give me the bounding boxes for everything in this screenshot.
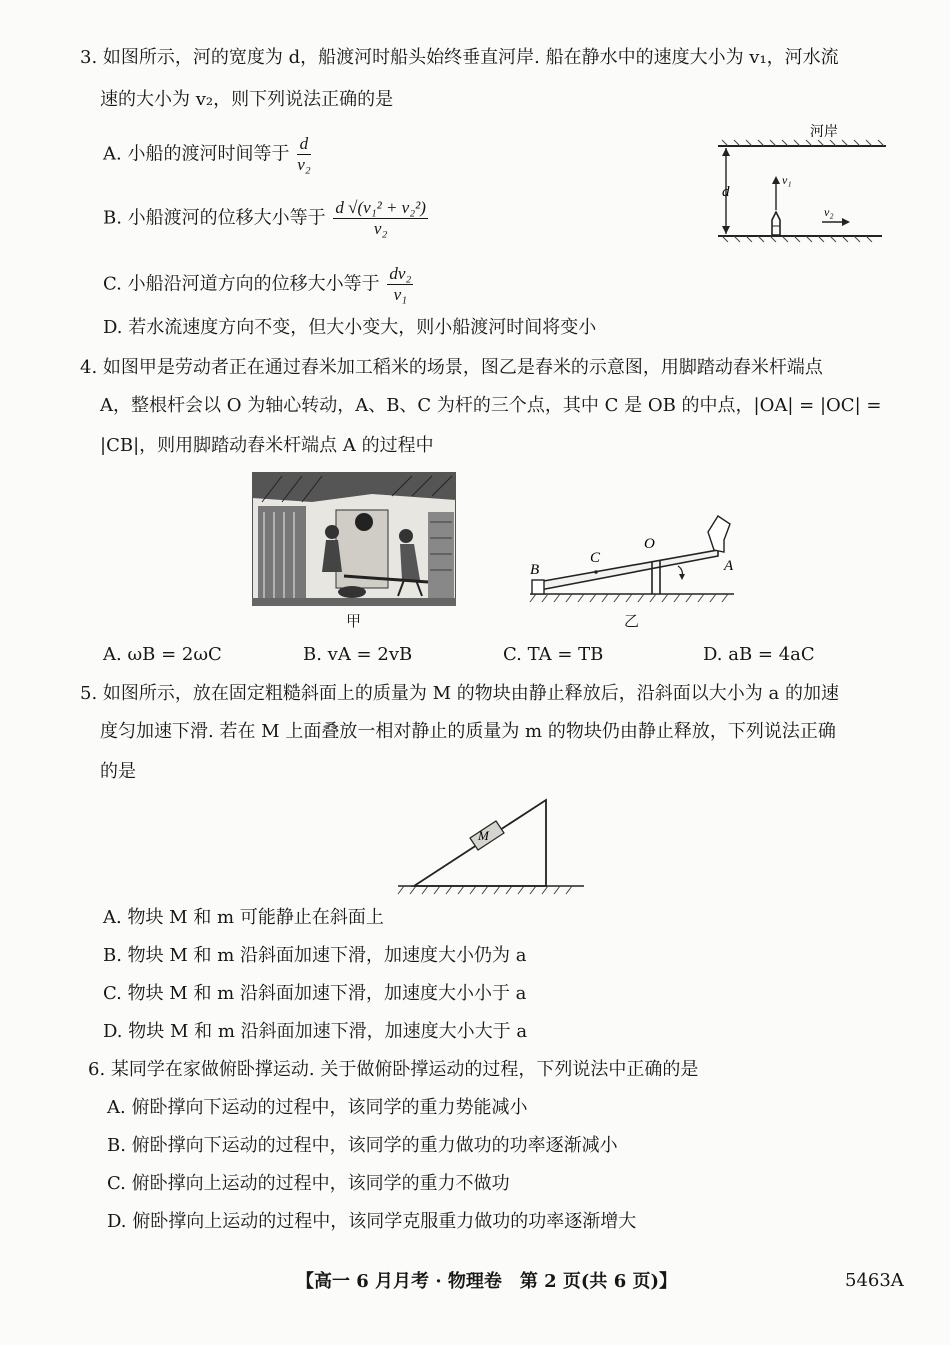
q4-figure-yi-caption: 乙 <box>624 612 640 630</box>
q5-option-b[interactable]: B. 物块 M 和 m 沿斜面加速下滑，加速度大小仍为 a <box>103 945 527 966</box>
q4-option-a[interactable]: A. ωB = 2ωC <box>103 644 222 665</box>
q4-option-d[interactable]: D. aB = 4aC <box>703 644 815 665</box>
q5-option-a[interactable]: A. 物块 M 和 m 可能静止在斜面上 <box>103 907 384 928</box>
q3-option-b-fraction: $\frac{\text{d √(v₁² + v₂²)}}{\text{v₂}}$ <box>335 198 426 238</box>
q3-d-label: d <box>722 184 730 200</box>
q3-option-a[interactable] <box>103 134 311 175</box>
q5-block-label: M <box>478 828 489 843</box>
q4-stem-line1: 4. 如图甲是劳动者正在通过舂米加工稻米的场景，图乙是舂米的示意图，用脚踏动舂米杆端点 <box>80 357 823 378</box>
q6-option-d[interactable]: D. 俯卧撑向上运动的过程中，该同学克服重力做功的功率逐渐增大 <box>107 1211 637 1232</box>
q5-option-c[interactable]: C. 物块 M 和 m 沿斜面加速下滑，加速度大小小于 a <box>103 983 527 1004</box>
q3-option-b-text: B. 小船渡河的位移大小等于 <box>103 207 326 229</box>
q4-figure-jia-caption: 甲 <box>346 612 362 630</box>
q3-option-c-fraction: $\frac{\text{dv₂}}{\text{v₁}}$ <box>389 264 412 304</box>
q6-option-c[interactable]: C. 俯卧撑向上运动的过程中，该同学的重力不做功 <box>107 1173 510 1194</box>
q4-yi-label-a: A <box>724 558 734 574</box>
q5-stem-line1: 5. 如图所示，放在固定粗糙斜面上的质量为 M 的物块由静止释放后，沿斜面以大小为 a 的加速 <box>80 683 839 704</box>
q6-stem-line1: 6. 某同学在家做俯卧撑运动. 关于做俯卧撑运动的过程，下列说法中正确的是 <box>88 1059 699 1080</box>
q4-option-b[interactable]: B. vA = 2vB <box>303 644 413 665</box>
q3-river-diagram <box>710 118 890 250</box>
q4-stem-line3: |CB|，则用脚踏动舂米杆端点 A 的过程中 <box>100 435 434 456</box>
q5-stem-line3: 的是 <box>100 761 136 782</box>
q4-figure-jia-illustration <box>252 472 456 606</box>
q3-option-c[interactable] <box>103 264 413 305</box>
q6-option-b[interactable]: B. 俯卧撑向下运动的过程中，该同学的重力做功的功率逐渐减小 <box>107 1135 618 1156</box>
q4-yi-label-o: O <box>644 536 655 552</box>
q3-stem-line2: 速的大小为 v₂，则下列说法正确的是 <box>100 89 394 110</box>
q5-stem-line2: 度匀加速下滑. 若在 M 上面叠放一相对静止的质量为 m 的物块仍由静止释放，下列说法正确 <box>100 721 836 742</box>
paper-code: 5463A <box>845 1270 904 1291</box>
q3-option-a-fraction: $\frac{d}{\text{v₂}}$ <box>297 134 311 174</box>
q6-option-a[interactable]: A. 俯卧撑向下运动的过程中，该同学的重力势能减小 <box>107 1097 528 1118</box>
q5-option-d[interactable]: D. 物块 M 和 m 沿斜面加速下滑，加速度大小大于 a <box>103 1021 528 1042</box>
q3-stem-line1: 3. 如图所示，河的宽度为 d，船渡河时船头始终垂直河岸. 船在静水中的速度大小为 v₁，河水流 <box>80 47 839 68</box>
q4-option-c[interactable]: C. TA = TB <box>503 644 604 665</box>
q4-yi-label-b: B <box>530 562 540 578</box>
q5-incline-diagram <box>394 794 586 898</box>
q3-v1-label: v₁ <box>782 173 792 187</box>
q3-v2-label: v₂ <box>824 205 834 219</box>
q3-option-c-text: C. 小船沿河道方向的位移大小等于 <box>103 273 380 295</box>
q4-figure-yi-lever-diagram <box>518 510 744 610</box>
q3-option-a-text: A. 小船的渡河时间等于 <box>103 143 290 165</box>
q3-option-d[interactable]: D. 若水流速度方向不变，但大小变大，则小船渡河时间将变小 <box>103 317 597 338</box>
q4-yi-label-c: C <box>590 550 601 566</box>
q4-stem-line2: A，整根杆会以 O 为轴心转动，A、B、C 为杆的三个点，其中 C 是 OB 的中点，|OA| = |OC| = <box>100 395 882 416</box>
page-footer: 【高一 6 月月考 · 物理卷 第 2 页(共 6 页)】 <box>296 1271 678 1292</box>
q3-bank-label: 河岸 <box>810 124 838 140</box>
q3-option-b[interactable] <box>103 198 428 239</box>
